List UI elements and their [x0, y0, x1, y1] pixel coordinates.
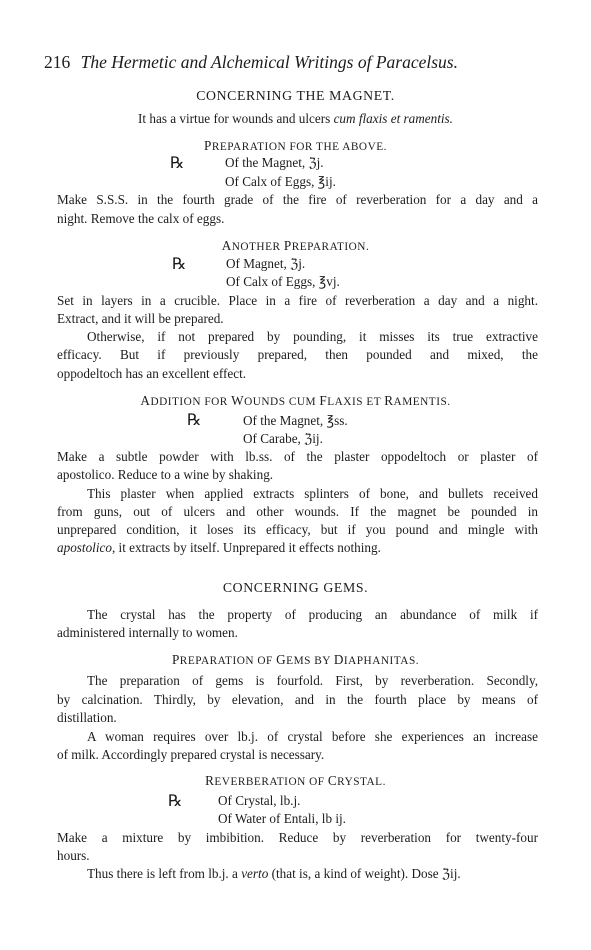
addition-text-line: Make a subtle powder with lb.ss. of the plaster oppodeltoch or plaster of: [57, 449, 538, 464]
gems-intro-line: The crystal has the property of producing an abundance of milk if: [87, 607, 538, 622]
addition-paragraph-line: [57, 540, 381, 556]
last-line-text: Thus there is left from lb.j. a: [87, 866, 242, 881]
reverberation-text-line: Make a mixture by imbibition. Reduce by reverberation for twenty-four: [57, 830, 538, 845]
recipe-symbol: ℞: [170, 155, 185, 172]
diaphanitas-para-line: The preparation of gems is fourfold. First, by reverberation. Secondly,: [87, 673, 538, 688]
diaphanitas-para-line: A woman requires over lb.j. of crystal before she experiences an increase: [87, 729, 538, 744]
prep2-paragraph-line: Otherwise, if not prepared by pounding, it misses its true extractive: [87, 329, 538, 344]
addition-paragraph-line: This plaster when applied extracts splinters of bone, and bullets received: [87, 486, 538, 501]
section-title-gems: CONCERNING GEMS.: [222, 580, 369, 595]
diaphanitas-para-line: of milk. Accordingly prepared crystal is necessary.: [57, 747, 325, 762]
addition-paragraph-line: unprepared condition, it loses its efficacy, but if you pound and mingle with: [57, 522, 538, 537]
prep1-ingredient-1: Of the Magnet, ℨj.: [225, 155, 324, 170]
addition-heading: ADDITION FOR WOUNDS CUM FLAXIS ET RAMENTIS.: [140, 393, 451, 408]
diaphanitas-para-line: by calcination. Thirdly, by elevation, and in the fourth place by means of: [57, 692, 538, 707]
verto-italic: verto: [241, 866, 269, 881]
magnet-intro-latin: cum flaxis et ramentis.: [333, 111, 453, 126]
addition-paragraph-end: , it extracts by itself. Unprepared it effects nothing.: [111, 540, 381, 555]
addition-text-line: apostolico. Reduce to a wine by shaking.: [57, 467, 274, 482]
prep2-ingredient-1: Of Magnet, ℨj.: [226, 256, 306, 271]
addition-ingredient-1: Of the Magnet, ℥ss.: [243, 413, 348, 428]
magnet-intro-text: It has a virtue for wounds and ulcers: [138, 111, 334, 126]
gems-intro-line: administered internally to women.: [57, 625, 238, 640]
prep2-text-line: Extract, and it will be prepared.: [57, 311, 224, 326]
section-title-magnet: CONCERNING THE MAGNET.: [196, 88, 395, 103]
addition-ingredient-2: Of Carabe, ℨij.: [243, 431, 323, 446]
addition-paragraph-line: from guns, out of ulcers and other wounds. If the magnet be pounded in: [57, 504, 538, 519]
recipe-symbol: ℞: [168, 793, 183, 810]
prep2-ingredient-2: Of Calx of Eggs, ℥vj.: [226, 274, 340, 289]
reverberation-heading: REVERBERATION OF CRYSTAL.: [205, 773, 386, 788]
diaphanitas-para-line: distillation.: [57, 710, 117, 725]
page-number: 216: [44, 52, 71, 72]
running-header: [44, 52, 564, 73]
prep2-paragraph-line: oppodeltoch has an excellent effect.: [57, 366, 247, 381]
prep2-heading: ANOTHER PREPARATION.: [221, 238, 370, 253]
magnet-intro: [0, 111, 591, 127]
recipe-symbol: ℞: [172, 256, 187, 273]
reverberation-text-line: hours.: [57, 848, 90, 863]
reverberation-last-line: [87, 866, 461, 882]
apostolico-italic: apostolico: [57, 540, 112, 555]
prep2-text-line: Set in layers in a crucible. Place in a fire of reverberation a day and a night.: [57, 293, 538, 308]
reverberation-ingredient-1: Of Crystal, lb.j.: [218, 793, 301, 808]
prep1-text-line: night. Remove the calx of eggs.: [57, 211, 225, 226]
diaphanitas-heading: PREPARATION OF GEMS BY DIAPHANITAS.: [171, 652, 420, 667]
last-line-dose: (that is, a kind of weight). Dose ℨij.: [268, 866, 461, 881]
prep2-paragraph-line: efficacy. But if previously prepared, then pounded and mixed, the: [57, 347, 538, 362]
prep1-heading: PREPARATION FOR THE ABOVE.: [204, 138, 387, 153]
running-title: The Hermetic and Alchemical Writings of Paracelsus.: [80, 52, 458, 72]
prep1-ingredient-2: Of Calx of Eggs, ℥ij.: [225, 174, 336, 189]
prep1-text-line: Make S.S.S. in the fourth grade of the fire of reverberation for a day and a: [57, 192, 538, 207]
recipe-symbol: ℞: [187, 412, 202, 429]
reverberation-ingredient-2: Of Water of Entali, lb ij.: [218, 811, 346, 826]
